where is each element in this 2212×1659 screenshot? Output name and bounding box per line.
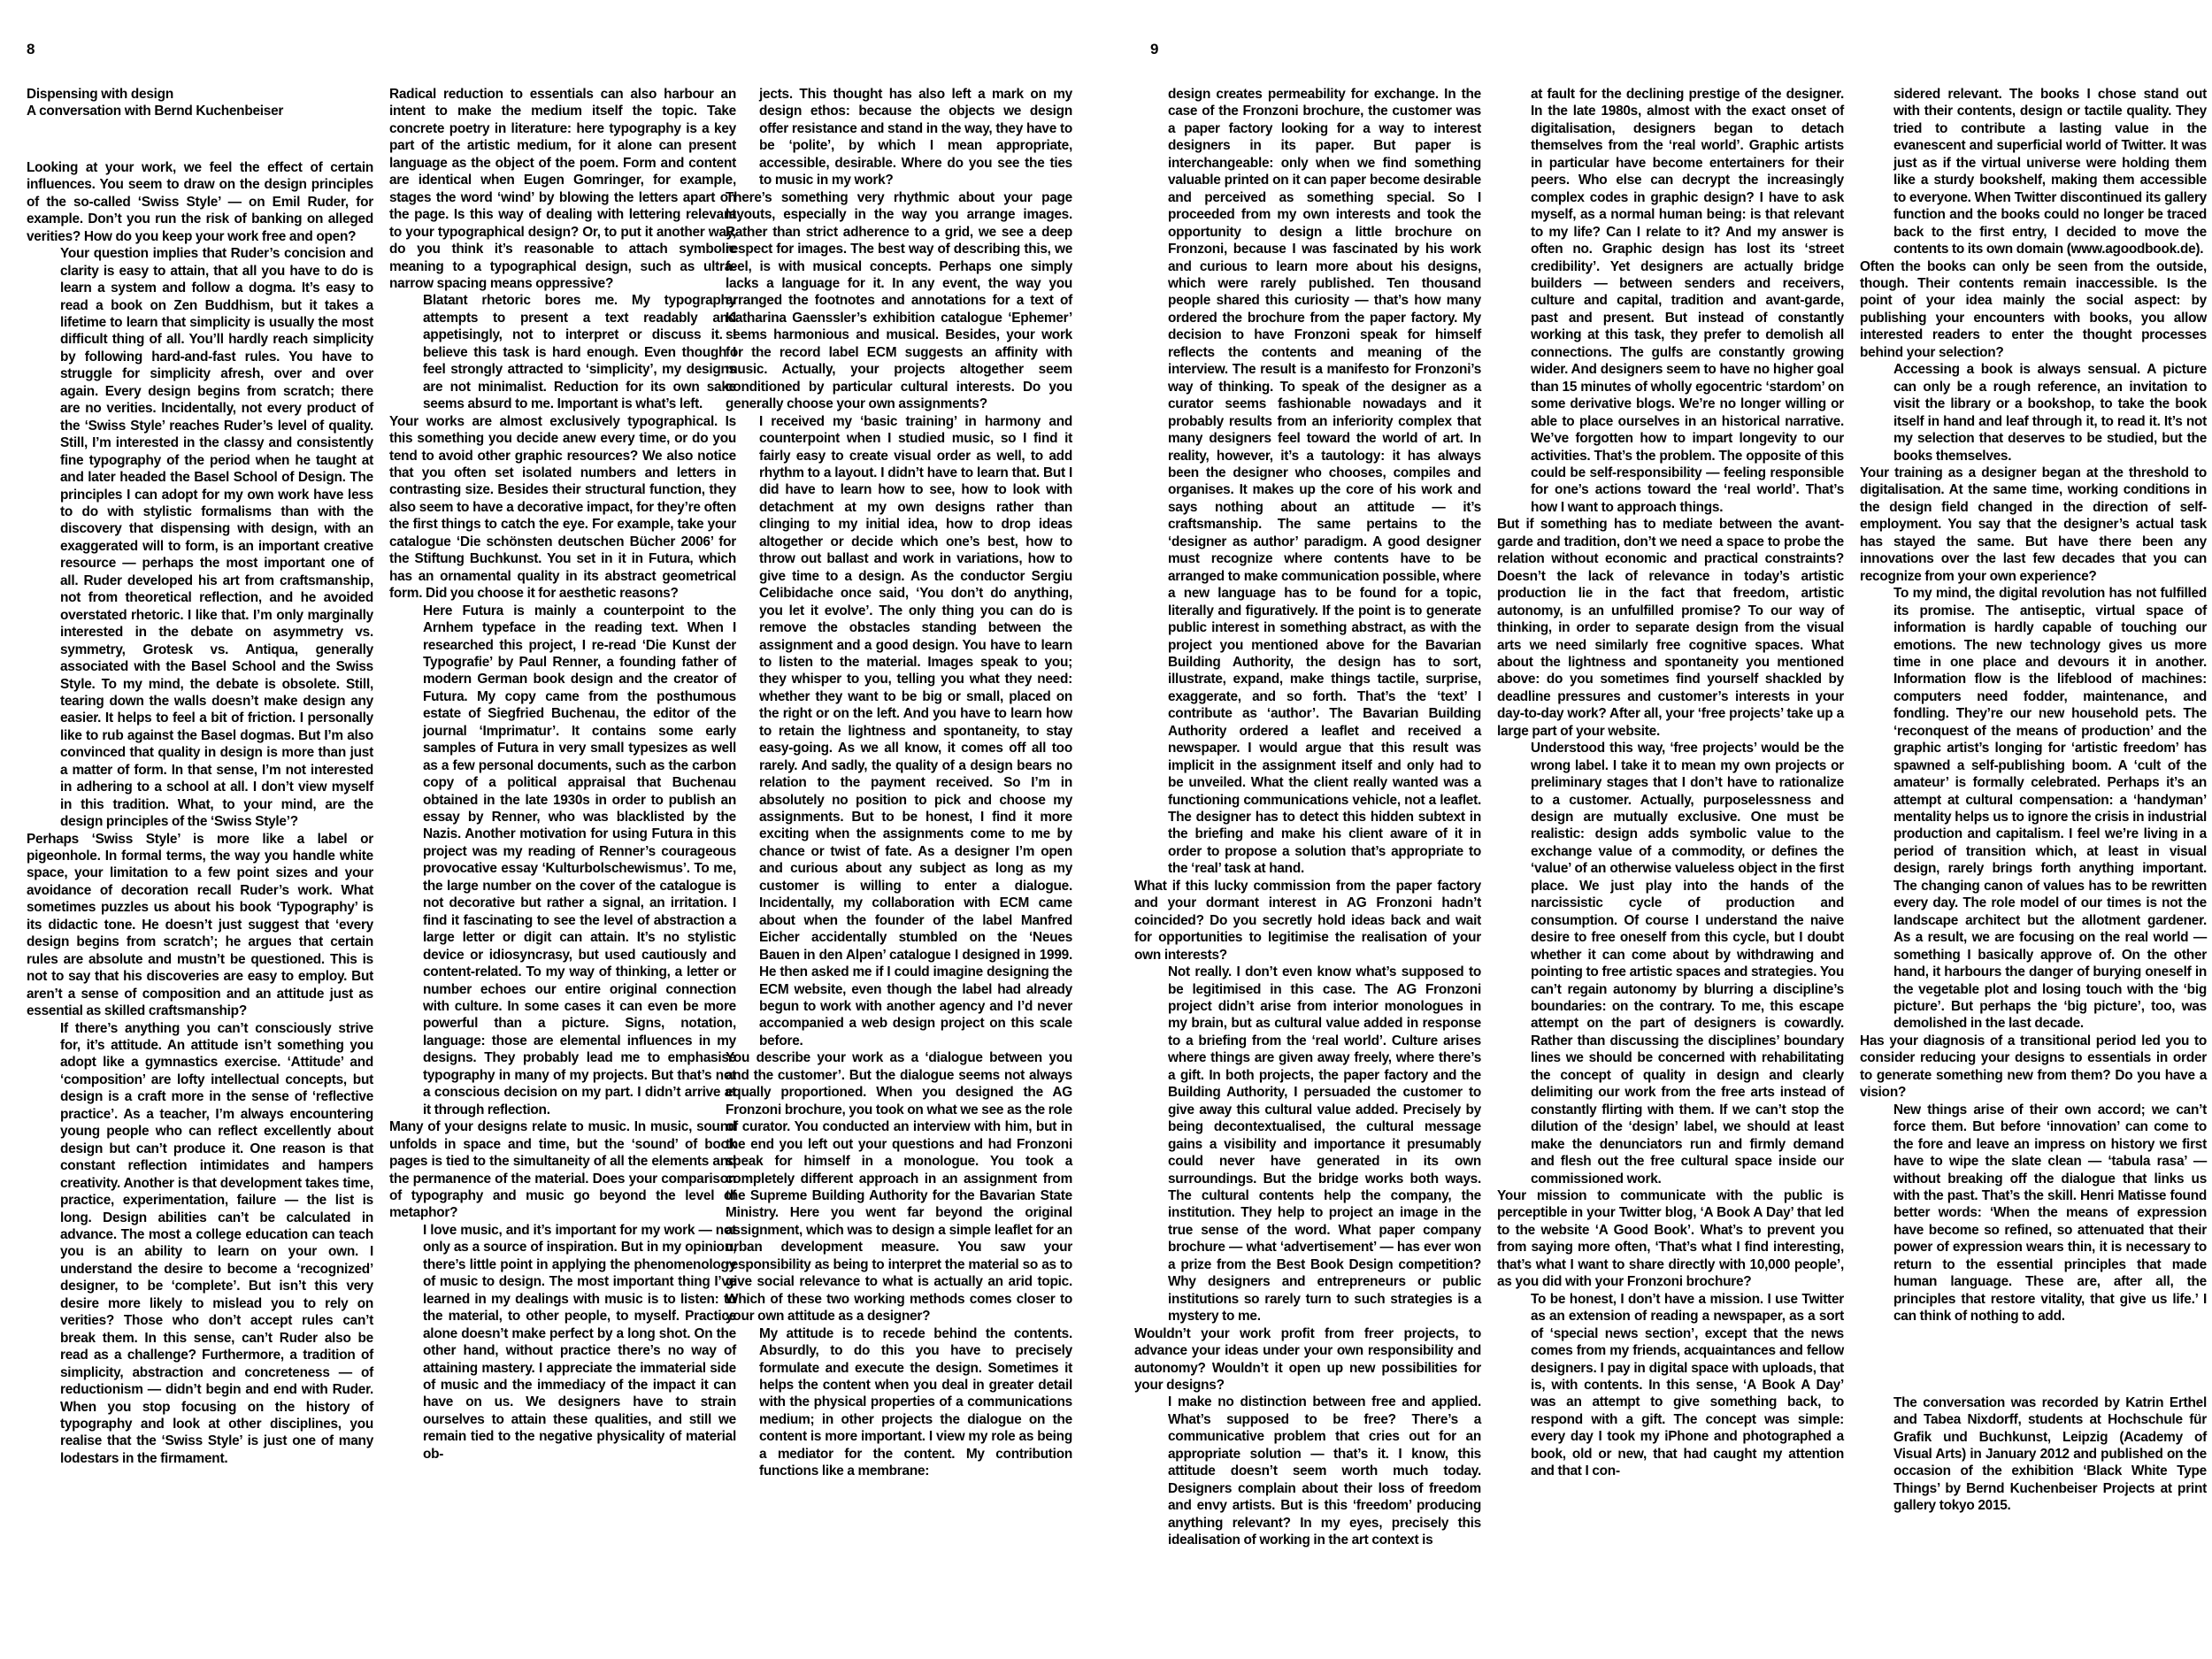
interview-question: There’s something very rhythmic about your page layouts, especially in the way you arrange images. Rather than strict adherence to a grid, we see a deep respect for images. The best way of describing this, we feel, is with musical concepts. Perhaps one simply lacks a language for it. In any event, the way you arranged the footnotes and annotations for a text of Katharina Gaenssler’s exhibition catalogue ‘Ephemer’ seems harmonious and musical. Besides, your work for the record label ECM suggests an affinity with music. Actually, your projects altogether seem conditioned by particular cultural interests. Do you generally choose your own assignments? — [726, 189, 1072, 412]
interview-answer: sidered relevant. The books I chose stand out with their contents, design or tactile quality. They tried to contribute a lasting value in the evanescent and superficial world of Twitter. It was just as if the virtual universe were holding them like a sturdy bookshelf, making them accessible to everyone. When Twitter discontinued its gallery function and the books could no longer be traced back to the first entry, I decided to move the contents to its own domain (www.agoodbook.de). — [1893, 87, 2207, 257]
page-number-left: 8 — [27, 41, 35, 58]
interview-question: What if this lucky commission from the paper factory and your dormant interest in AG Fronzoni hadn’t coincided? Do you secretly hold ideas back and wait for opportunities to legitimise the realisation of your own interests? — [1134, 878, 1481, 963]
interview-question: Looking at your work, we feel the effect of certain influences. You seem to draw on the design principles of the so-called ‘Swiss Style’ — on Emil Ruder, for example. Don’t you run the risk of banking on alleged verities? How do you keep your work free and open? — [27, 159, 373, 244]
article-title — [27, 86, 373, 120]
interview-question: But if something has to mediate between the avant-garde and tradition, don’t we need a space to probe the relation without economic and practical constraints? Doesn’t the lack of relevance in today’s artistic production lie in the fact that freedom, artistic autonomy, is an unfulfilled promise? To our way of thinking, in order to separate design from the visual arts we need similarly free cognitive spaces. What about the lightness and spontaneity you mentioned above: do you sometimes find yourself shackled by deadline pressures and customer’s interests in your day-to-day work? After all, your ‘free projects’ take up a large part of your website. — [1497, 517, 1844, 739]
interview-answer: Your question implies that Ruder’s concision and clarity is easy to attain, that all you have to do is learn a system and follow a dogma. It’s easy to read a book on Zen Buddhism, but it takes a lifetime to learn that simplicity is usually the most difficult thing of all. You’ll hardly reach simplicity by following hard-and-fast rules. You have to struggle for simplicity afresh, over and over again. Every design begins from scratch; there are no verities. Incidentally, not every product of the ‘Swiss Style’ reaches Ruder’s level of quality. Still, I’m interested in the classy and consistently fine typography of the period when he taught at and later headed the Basel School of Design. The principles I can adopt for my own work have less to do with stylistic formalisms than with the discovery that dispensing with design, with an exaggerated will to form, is an important creative resource — perhaps the most important one of all. Ruder developed his art from craftsmanship, not from theoretical reflection, and he avoided overstated rhetoric. I like that. I’m only marginally interested in the debate on asymmetry vs. symmetry, Grotesk vs. Antiqua, generally associated with the Basel School and the Swiss Style. To my mind, the debate is obsolete. Still, tearing down the walls doesn’t make design any easier. It helps to feel a bit of friction. I personally like to rub against the Basel dogmas. But I’m also convinced that quality in design is more than just a matter of form. In that sense, I’m not interested in adhering to a school at all. I don’t view myself in this tradition. What, to your mind, are the design principles of the ‘Swiss Style’? — [60, 246, 373, 830]
interview-answer: If there’s anything you can’t consciously strive for, it’s attitude. An attitude isn’t something you adopt like a gymnastics exercise. ‘Attitude’ and ‘composition’ are lofty intellectual concepts, but design is a craft more in the sense of ‘reflective practice’. As a teacher, I’m always encountering young people who can reflect excellently about design but can’t produce it. One reason is that constant reflection intimidates and hampers creativity. Another is that development takes time, practice, experimentation, failure — the list is long. Design abilities can’t be calculated in advance. The most a college education can teach you is an ability to learn on your own. I understand the desire to become a ‘recognized’ designer, to be ‘complete’. But isn’t this very desire more likely to mislead you to rely on verities? Those who don’t accept rules can’t break them. In this sense, can’t Ruder also be read as a challenge? Furthermore, a tradition of simplicity, abstraction and concreteness — of reductionism — didn’t begin and end with Ruder. When you stop focusing on the history of typography and look at other disciplines, you realise that the ‘Swiss Style’ is just one of many lodestars in the firmament. — [60, 1020, 373, 1466]
interview-question: Your training as a designer began at the threshold to digitalisation. At the same time, working conditions in the design field changed in the direction of self-employment. You say that the designer’s actual task has stayed the same. But have there been any innovations over the last few decades that you can recognize from your own experience? — [1860, 465, 2207, 584]
interview-question: Often the books can only be seen from the outside, though. Their contents remain inaccessible. Is the point of your idea mainly the social aspect: by publishing your encounters with books, you allow interested readers to enter the thought processes behind your selection? — [1860, 258, 2207, 360]
interview-answer: at fault for the declining prestige of the designer. In the late 1980s, almost with the exact onset of digitalisation, designers began to detach themselves from the ‘real world’. Graphic artists in particular have become entertainers for their peers. Who else can decrypt the increasingly complex codes in graphic design? I have to ask myself, as a normal human being: is that relevant to my life? Can I relate to it? And my answer is often no. Graphic design has lost its ‘street credibility’. Yet designers are actually bridge builders — between senders and receivers, culture and capital, tradition and avant-garde, past and present. But instead of constantly working at this task, they prefer to demolish all connections. The gulfs are constantly growing wider. And designers seem to have no higher goal than 15 minutes of wholly egocentric ‘stardom’ on some derivative blogs. We’re no longer willing or able to place ourselves in an historical narrative. We’ve forgotten how to impart longevity to our activities. That’s the problem. The opposite of this could be self-responsibility — feeling responsible for one’s actions toward the ‘real world’. That’s how I want to approach things. — [1531, 87, 1844, 515]
interview-answer: Blatant rhetoric bores me. My typography attempts to present a text readably and appetisingly, not to interpret or discuss it. I believe this task is hard enough. Even though I feel strongly attracted to ‘simplicity’, my designs are not minimalist. Reduction for its own sake seems absurd to me. Important is what’s left. — [423, 293, 736, 412]
interview-answer: I love music, and it’s important for my work — not only as a source of inspiration. But in my opinion, there’s little point in applying the phenomenology of music to design. The most important thing I’ve learned in my dealings with music is to listen: to the material, to other people, to myself. Practice alone doesn’t make perfect by a long shot. On the other hand, without practice there’s no way of attaining mastery. I appreciate the immaterial side of music and the immediacy of the impact it can have on us. We designers have to strain ourselves to attain these qualities, and still we remain tied to the negative physicality of material ob- — [423, 1222, 736, 1462]
interview-question: Your works are almost exclusively typographical. Is this something you decide anew every time, or do you tend to avoid other graphic resources? We also notice that you often set isolated numbers and letters in contrasting size. Besides their structural function, they also seem to have a decorative impact, for they’re often the first things to catch the eye. For example, take your catalogue ‘Die schönsten deutschen Bücher 2006’ for the Stiftung Buchkunst. You set in it in Futura, which has an ornamental quality in its abstract geometrical form. Did you choose it for aesthetic reasons? — [389, 413, 736, 602]
interview-question: Your mission to communicate with the public is perceptible in your Twitter blog, ‘A Book A Day’ that led to the website ‘A Good Book’. What’s to prevent you from saying more often, ‘That’s what I find interesting, that’s what I want to share directly with 10,000 people’, as you did with your Fronzoni brochure? — [1497, 1188, 1844, 1290]
text-column-6 — [1860, 86, 2207, 1515]
interview-answer: jects. This thought has also left a mark on my design ethos: because the objects we design offer resistance and stand in the way, they have to be ‘polite’, by which I mean appropriate, accessible, desirable. Where do you see the ties to music in my work? — [759, 87, 1072, 188]
interview-answer: I received my ‘basic training’ in harmony and counterpoint when I studied music, so I find it fairly easy to create visual order as well, to add rhythm to a layout. I didn’t have to learn that. But I did have to learn how to see, how to look with detachment at my own designs rather than clinging to my initial idea, how to drop ideas altogether or decide which one’s best, how to throw out ballast and work in variations, how to give time to a design. As the conductor Sergiu Celibidache once said, ‘You don’t do anything, you let it evolve’. The only thing you can do is remove the obstacles standing between the assignment and a good design. You have to learn to listen to the material. Images speak to you; they whisper to you, telling you what they need: whether they want to be big or small, placed on the right or on the left. And you have to learn how to retain the lightness and spontaneity, to stay easy-going. As we all know, it comes off all too rarely. And sadly, the quality of a design bears no relation to the payment received. So I’m in absolutely no position to pick and choose my assignments. But to be honest, I find it more exciting when the assignments come to me by chance or twist of fate. As a designer I’m open and curious about any subject as long as my customer is willing to enter a dialogue. Incidentally, my collaboration with ECM came about when the founder of the label Manfred Eicher accidentally stumbled on the ‘Neues Bauen in den Alpen’ catalogue I designed in 1999. He then asked me if I could imagine designing the ECM website, even though the label had already begun to work with another agency and I’d never accompanied a web design project on this scale before. — [759, 413, 1072, 1048]
interview-question: Radical reduction to essentials can also harbour an intent to make the medium itself the topic. Take concrete poetry in literature: here typography is a key part of the artistic medium, for it alone can present language as the object of the poem. Form and content are identical when Eugen Gomringer, for example, stages the word ‘wind’ by blowing the letters apart on the page. Is this way of dealing with lettering relevant to your typographical design? Or, to put it another way, do you think it’s reasonable to attach symbolic meaning to a typographical design, such as ultra-narrow spacing means oppressive? — [389, 87, 736, 291]
interview-answer: New things arise of their own accord; we can’t force them. But before ‘innovation’ can come to the fore and leave an impress on history we first have to wipe the slate clean — ‘tabula rasa’ — without breaking off the dialogue that links us with the past. That’s the skill. Henri Matisse found better words: ‘When the means of expression have become so refined, so attenuated that their power of expression wears thin, it is necessary to return to the essential principles that made human language. These are, after all, the principles that restore vitality, that give us life.’ I can think of nothing to add. — [1893, 1102, 2207, 1325]
interview-answer: Here Futura is mainly a counterpoint to the Arnhem typeface in the reading text. When I researched this project, I re-read ‘Die Kunst der Typografie’ by Paul Renner, a founding father of modern German book design and the creator of Futura. My copy came from the posthumous estate of Siegfried Buchenau, the editor of the journal ‘Imprimatur’. It contains some early samples of Futura in very small typesizes as well as a few personal documents, such as the carbon copy of a political appraisal that Buchenau obtained in the late 1930s in order to publish an essay by Renner, who was blacklisted by the Nazis. Another motivation for using Futura in this project was my reading of Renner’s courageous provocative essay ‘Kulturbolschewismus’. To me, the large number on the cover of the catalogue is not decorative but rather a signal, an irritation. I find it fascinating to see the level of abstraction a large letter or digit can attain. It’s no stylistic device or idiosyncrasy, but used cautiously and content-related. To my way of thinking, a letter or number echoes our entire original connection with culture. In some cases it can even be more powerful than a picture. Signs, notation, language: those are elemental influences in my designs. They probably lead me to emphasise typography in many of my projects. But that’s not a conscious decision on my part. I didn’t arrive at it through reflection. — [423, 603, 736, 1118]
title-line-2: A conversation with Bernd Kuchenbeiser — [27, 104, 284, 119]
interview-answer: My attitude is to recede behind the contents. Absurdly, to do this you have to precisely formulate and execute the design. Sometimes it helps the content when you deal in greater detail with the physical properties of a communications medium; in other projects the dialogue on the content is more important. I view my role as being a mediator for the content. My contribution functions like a membrane: — [759, 1325, 1072, 1479]
text-column-4 — [1134, 86, 1481, 1549]
page-number-right: 9 — [1150, 41, 1159, 58]
text-column-1 — [27, 86, 373, 1467]
interview-answer: Accessing a book is always sensual. A picture can only be a rough reference, an invitation to visit the library or a bookshop, to take the book itself in hand and leaf through it, to read it. It’s not my selection that deserves to be studied, but the books themselves. — [1893, 362, 2207, 464]
text-column-2 — [389, 86, 736, 1463]
interview-question: Wouldn’t your work profit from freer projects, to advance your ideas under your own responsibility and autonomy? Wouldn’t it open up new possibilities for your designs? — [1134, 1325, 1481, 1393]
text-column-3 — [726, 86, 1072, 1480]
interview-answer: I make no distinction between free and applied. What’s supposed to be free? There’s a communicative problem that cries out for an appropriate solution — that’s it. I know, this attitude doesn’t seem worth much today. Designers complain about their loss of freedom and envy artists. But is this ‘freedom’ producing anything relevant? In my eyes, precisely this idealisation of working in the art context is — [1168, 1394, 1481, 1548]
interview-question: Perhaps ‘Swiss Style’ is more like a label or pigeonhole. In formal terms, the way you handle white space, your limitation to a few point sizes and your avoidance of decoration recall Ruder’s work. What sometimes puzzles us about his book ‘Typography’ is its didactic tone. He doesn’t just suggest that ‘every design begins from scratch’; he argues that certain rules are absolute and mustn’t be questioned. This is not to say that his discoveries are easy to employ. But aren’t a sense of composition and an attitude just as essential as skilled craftsmanship? — [27, 831, 373, 1019]
text-column-5 — [1497, 86, 1844, 1480]
interview-answer: design creates permeability for exchange. In the case of the Fronzoni brochure, the customer was a paper factory looking for a way to interest designers in its paper. But paper is interchangeable: only when we find something valuable printed on it can paper become desirable and perceived as something special. So I proceeded from my own interests and took the opportunity to design a little brochure on Fronzoni, because I was fascinated by his work and curious to learn more about his designs, which were rarely published. Ten thousand people shared this curiosity — that’s how many ordered the brochure from the paper factory. My decision to have Fronzoni speak for himself reflects the contents and meaning of the interview. The result is a manifesto for Fronzoni’s way of thinking. To speak of the designer as a curator seems fashionable nowadays and it probably results from an inferiority complex that many designers feel toward the world of art. In reality, however, it’s a tautology: it has always been the designer who chooses, compiles and organises. It makes up the core of his work and says nothing about an attitude — it’s craftsmanship. The same pertains to the ‘designer as author’ paradigm. A good designer must recognize where contents have to be arranged to make communication possible, where a new language has to be found for a topic, literally and figuratively. If the point is to generate public interest in something abstract, as with the project you mentioned above for the Bavarian Building Authority, the design has to sort, illustrate, expand, make things tactile, surprise, exaggerate, and so forth. That’s the ‘text’ I contribute as ‘author’. The Bavarian Building Authority ordered a leaflet and received a newspaper. I would argue that this result was implicit in the assignment itself and only had to be unveiled. What the client really wanted was a functioning communications vehicle, not a leaflet. The designer has to detect this hidden subtext in the briefing and make his client aware of it in order to propose a solution that’s appropriate to the ‘real’ task at hand. — [1168, 87, 1481, 877]
colophon-note: The conversation was recorded by Katrin Erthel and Tabea Nixdorff, students at Hochschule für Grafik und Buchkunst, Leipzig (Academy of Visual Arts) in January 2012 and published on the occasion of the exhibition ‘Black White Type Things’ by Bernd Kuchenbeiser Projects at print gallery tokyo 2015. — [1893, 1394, 2207, 1514]
interview-question: Has your diagnosis of a transitional period led you to consider reducing your designs to essentials in order to generate something new from them? Do you have a vision? — [1860, 1033, 2207, 1101]
interview-answer: To be honest, I don’t have a mission. I use Twitter as an extension of reading a newspaper, as a sort of ‘special news section’, except that the news comes from my friends, acquaintances and fellow designers. I pay in digital space with uploads, that is, with contents. In this sense, ‘A Book A Day’ was an attempt to give something back, to respond with a gift. The concept was simple: every day I took my iPhone and photographed a book, old or new, that had caught my attention and that I con- — [1531, 1291, 1844, 1479]
interview-answer: Not really. I don’t even know what’s supposed to be legitimised in this case. The AG Fronzoni project didn’t arise from interior monologues in my brain, but as cultural value added in response to a briefing from the ‘real world’. Culture arises where things are given away freely, where there’s a gift. In both projects, the paper factory and the Building Authority, I persuaded the customer to give away this cultural value added. Precisely by being decontextualised, the cultural message gains a visibility and importance it presumably could never have generated in its own surroundings. But the bridge works both ways. The cultural contents help the company, the institution. They help to project an image in the true sense of the word. What paper company brochure — what ‘advertisement’ — has ever won a prize from the Best Book Design competition? Why designers and entrepreneurs or public institutions so rarely turn to such strategies is a mystery to me. — [1168, 964, 1481, 1325]
interview-answer: Understood this way, ‘free projects’ would be the wrong label. I take it to mean my own projects or preliminary stages that I don’t have to rationalize to a customer. Actually, purposelessness and design are mutually exclusive. One must be realistic: design adds symbolic value to the exchange value of a commodity, or defines the ‘value’ of an otherwise valueless object in the first place. We just play into the hands of the narcissistic cycle of production and consumption. Of course I understand the naive desire to free oneself from this cycle, but I doubt whether it can come about by withdrawing and pointing to free artistic spaces and strategies. You can’t regain autonomy by blurring a discipline’s boundaries: on the contrary. To me, this escape attempt on the part of designers is cowardly. Rather than discussing the disciplines’ boundary lines we should be concerned with rehabilitating the concept of quality in design and clearly delimiting our work from the free arts instead of constantly flirting with them. If we can’t stop the dilution of the ‘design’ label, we should at least make the denunciators run and firmly demand and flesh out the free cultural space inside our commissioned work. — [1531, 741, 1844, 1187]
title-line-1: Dispensing with design — [27, 87, 173, 102]
interview-answer: To my mind, the digital revolution has not fulfilled its promise. The antiseptic, virtual space of information is hardly capable of touching our emotions. The new technology gives us more time in one place and devours it in another. Information flow is the lifeblood of machines: computers need fodder, maintenance, and fondling. They’re our new household pets. The ‘reconquest of the means of production’ and the graphic artist’s longing for ‘artistic freedom’ has spawned a self-publishing boom. A ‘cult of the amateur’ is formally celebrated. Perhaps it’s an attempt at cultural compensation: a ‘handyman’ mentality helps us to ignore the crisis in industrial production and capitalism. I feel we’re living in a period of transition which, at least in visual design, rarely brings forth anything important. The changing canon of values has to be rewritten every day. The role model of our times is not the landscape architect but the allotment gardener. As a result, we are focusing on the real world — something I basically approve of. On the other hand, it harbours the danger of burying oneself in the vegetable plot and losing touch with the ‘big picture’. But perhaps the ‘big picture’, too, was demolished in the last decade. — [1893, 586, 2207, 1032]
interview-question: Many of your designs relate to music. In music, sound unfolds in space and time, but the ‘sound’ of book pages is tied to the simultaneity of all the elements and the permanence of the material. Does your comparison of typography and music go beyond the level of metaphor? — [389, 1119, 736, 1221]
interview-question: You describe your work as a ‘dialogue between you and the customer’. But the dialogue seems not always equally proportioned. When you designed the AG Fronzoni brochure, you took on what we see as the role of curator. You conducted an interview with him, but in the end you left out your questions and had Fronzoni speak for himself in a monologue. You took a completely different approach in an assignment from the Supreme Building Authority for the Bavarian State Ministry. Here you went far beyond the original assignment, which was to design a simple leaflet for an urban development measure. You saw your responsibility as being to interpret the material so as to give social relevance to what is actually an arid topic. Which of these two working methods comes closer to your own attitude as a designer? — [726, 1050, 1072, 1325]
